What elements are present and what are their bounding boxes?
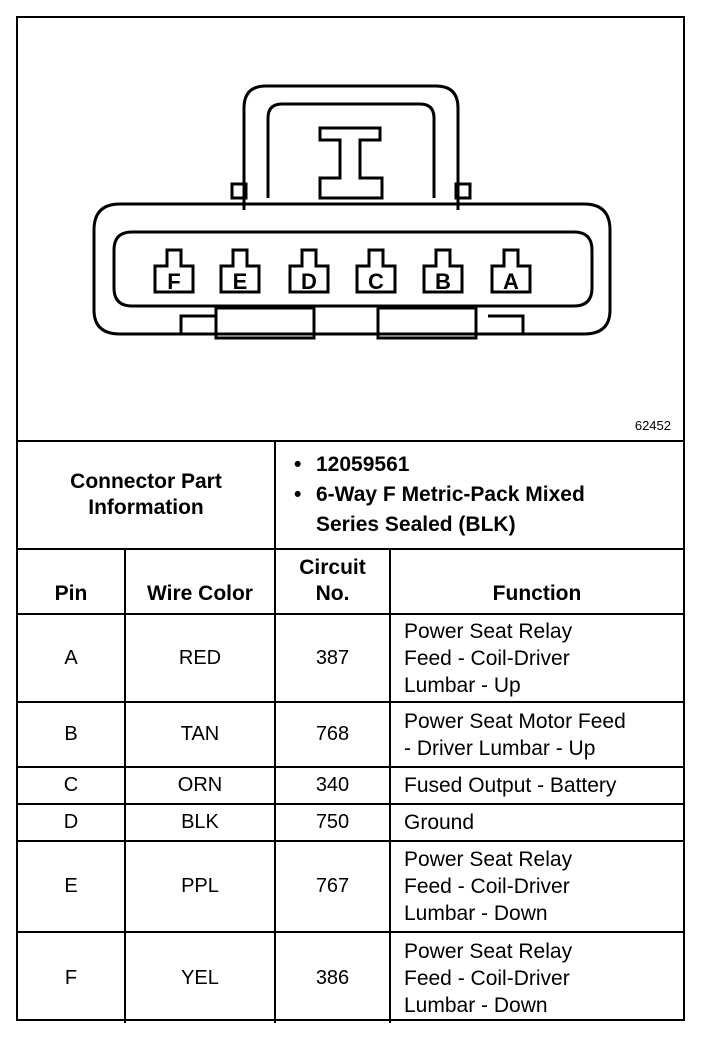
- function-cell: [390, 932, 683, 1023]
- pin-cavity-d: [290, 250, 328, 294]
- circuit-cell: 750: [275, 804, 390, 841]
- function-line: Fused Output - Battery: [404, 774, 617, 797]
- pin-cell: D: [18, 804, 125, 841]
- description-item: [294, 480, 683, 510]
- table-row: [18, 702, 683, 767]
- wire-color-cell: TAN: [125, 702, 275, 767]
- pin-cavity-a: [492, 250, 530, 294]
- pin-label: A: [503, 269, 519, 294]
- wire-color-cell: YEL: [125, 932, 275, 1023]
- table-row: [18, 767, 683, 804]
- function-line: Feed - Coil-Driver: [404, 875, 570, 898]
- function-cell: [390, 841, 683, 932]
- circuit-cell: 768: [275, 702, 390, 767]
- connector-diagram: [18, 18, 683, 440]
- info-label-line2: Information: [88, 496, 204, 519]
- description-line2: Series Sealed (BLK): [316, 513, 516, 536]
- circuit-cell: 386: [275, 932, 390, 1023]
- function-line: Ground: [404, 811, 475, 834]
- latch-inner: [268, 104, 434, 198]
- circuit-cell: 340: [275, 767, 390, 804]
- function-line: Power Seat Relay: [404, 939, 573, 963]
- pin-label: D: [301, 269, 317, 294]
- pin-label: E: [232, 269, 248, 294]
- header-wire-color: Wire Color: [125, 549, 275, 614]
- header-function: Function: [390, 549, 683, 614]
- latch-tab: [320, 128, 382, 198]
- figure-number: 62452: [634, 418, 671, 433]
- function-cell: [390, 767, 683, 804]
- table-row: [18, 804, 683, 841]
- pin-cavity-b: [424, 250, 462, 294]
- function-line: Power Seat Motor Feed: [404, 709, 626, 733]
- table-row: [18, 614, 683, 702]
- function-line: Power Seat Relay: [404, 848, 573, 871]
- pin-cell: F: [18, 932, 125, 1023]
- connector-table: [18, 440, 683, 1023]
- header-circuit: [275, 549, 390, 614]
- info-row: [18, 441, 683, 549]
- bullet-icon: •: [294, 453, 302, 476]
- pin-label: C: [368, 269, 384, 294]
- bottom-left-step: [181, 316, 216, 334]
- connector-face-drawing: [18, 18, 683, 440]
- function-line: Feed - Coil-Driver: [404, 966, 570, 990]
- wire-color-cell: PPL: [125, 841, 275, 932]
- function-cell: [390, 804, 683, 841]
- circuit-cell: 767: [275, 841, 390, 932]
- pin-cavity-f: [155, 250, 193, 294]
- header-row: [18, 549, 683, 614]
- header-pin: Pin: [18, 549, 125, 614]
- info-label-line1: Connector Part: [70, 470, 222, 493]
- connector-sheet: [16, 16, 685, 1021]
- info-list-cell: [275, 441, 683, 549]
- table-row: [18, 841, 683, 932]
- function-line: Lumbar - Up: [404, 673, 521, 697]
- function-line: Lumbar - Down: [404, 993, 548, 1017]
- pin-cavity-e: [221, 250, 259, 294]
- header-circuit-line1: Circuit: [299, 556, 366, 579]
- pin-cell: C: [18, 767, 125, 804]
- pin-cell: B: [18, 702, 125, 767]
- body-inner: [114, 232, 592, 306]
- function-line: Feed - Coil-Driver: [404, 646, 570, 670]
- description-line1: 6-Way F Metric-Pack Mixed: [316, 483, 585, 506]
- part-number-item: [294, 450, 683, 480]
- pin-cell: E: [18, 841, 125, 932]
- function-cell: [390, 614, 683, 702]
- function-line: - Driver Lumbar - Up: [404, 736, 596, 760]
- pin-label: B: [435, 269, 451, 294]
- wire-color-cell: BLK: [125, 804, 275, 841]
- wire-color-cell: RED: [125, 614, 275, 702]
- function-line: Lumbar - Down: [404, 902, 548, 925]
- info-label-cell: [18, 441, 275, 549]
- table-row: [18, 932, 683, 1023]
- wire-color-cell: ORN: [125, 767, 275, 804]
- pin-cavities: [155, 250, 530, 294]
- pin-label: F: [167, 269, 181, 294]
- table-body: [18, 614, 683, 1023]
- pin-cell: A: [18, 614, 125, 702]
- bullet-icon: •: [294, 483, 302, 506]
- bottom-right-step: [488, 316, 523, 334]
- header-circuit-line2: No.: [315, 582, 350, 605]
- function-line: Power Seat Relay: [404, 619, 573, 643]
- pin-cavity-c: [357, 250, 395, 294]
- circuit-cell: 387: [275, 614, 390, 702]
- function-cell: [390, 702, 683, 767]
- part-number: 12059561: [316, 453, 410, 476]
